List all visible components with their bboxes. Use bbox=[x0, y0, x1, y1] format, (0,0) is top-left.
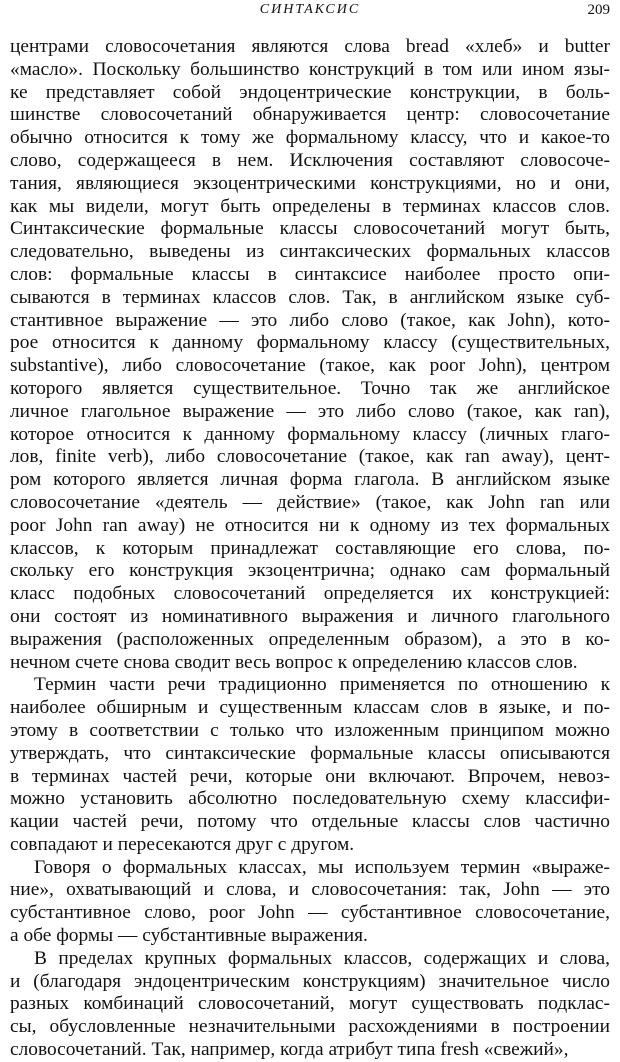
text-line: совпадают и пересекаются друг с другом. bbox=[10, 833, 355, 855]
page-header bbox=[0, 0, 620, 30]
text-line: субстантивное слово, poor John — субстантивное словосочетание, bbox=[10, 902, 610, 924]
text-line: ние», охватывающий и слова, и словосочетания: так, John — это bbox=[10, 879, 610, 901]
text-line: словосочетаний. Так, например, когда атрибут типа fresh «свежий», bbox=[10, 1039, 569, 1061]
text-line: substantive), либо словосочетание (такое, как poor John), центром bbox=[10, 355, 610, 377]
text-line: наиболее обширным и существенным классам слов в языке, и по- bbox=[10, 697, 610, 719]
text-line: шинстве словосочетаний обнаруживается центр: словосочетание bbox=[10, 104, 610, 126]
text-line: слово, содержащееся в нем. Исключения составляют словосоче- bbox=[10, 149, 610, 171]
text-line: этому в соответствии с только что изложенным принципом можно bbox=[10, 719, 610, 741]
text-line: утверждать, что синтаксические формальные классы описываются bbox=[10, 742, 610, 764]
text-line: центрами словосочетания являются слова bread «хлеб» и butter bbox=[10, 36, 610, 57]
text-line: следовательно, выведены из синтаксических формальных классов bbox=[10, 241, 610, 263]
text-line: сываются в терминах классов слов. Так, в английском языке суб- bbox=[10, 286, 610, 308]
text-line: «масло». Поскольку большинство конструкций в том или ином язы- bbox=[10, 58, 610, 80]
text-line: poor John ran away) не относится ни к одному из тех формальных bbox=[10, 514, 610, 536]
text-line: нечном счете снова сводит весь вопрос к определению классов слов. bbox=[10, 651, 578, 673]
text-line: разных комбинаций словосочетаний, могут существовать подклас- bbox=[10, 993, 610, 1015]
text-line: стантивное выражение — это либо слово (такое, как John), кото- bbox=[10, 309, 610, 331]
page-number: 209 bbox=[587, 2, 610, 18]
text-line: рое относится к данному формальному классу (существительных, bbox=[10, 332, 610, 354]
text-line: Говоря о формальных классах, мы используем термин «выраже- bbox=[34, 856, 610, 878]
text-line: ке представляет собой эндоцентрические конструкции, в боль- bbox=[10, 81, 610, 103]
text-line: Синтаксические формальные классы словосочетаний могут быть, bbox=[10, 218, 610, 240]
text-line: они состоят из номинативного выражения и личного глагольного bbox=[10, 605, 610, 627]
text-line: а обе формы — субстантивные выражения. bbox=[10, 925, 368, 947]
text-line: скольку его конструкция экзоцентрична; однако сам формальный bbox=[10, 560, 610, 582]
text-line: и (благодаря эндоцентрическим конструкциям) значительное число bbox=[10, 970, 610, 992]
paragraph bbox=[10, 948, 610, 1062]
text-line: ром которого является личная форма глагола. В английском языке bbox=[10, 469, 610, 491]
text-line: личное глагольное выражение — это либо слово (такое, как ran), bbox=[10, 400, 610, 422]
text-line: кации частей речи, потому что отдельные классы слов частично bbox=[10, 811, 610, 833]
running-head: СИНТАКСИС bbox=[259, 2, 361, 17]
paragraph bbox=[10, 36, 610, 674]
paragraph bbox=[10, 674, 610, 856]
text-line: можно установить абсолютно последовательную схему классифи- bbox=[10, 788, 610, 810]
text-line: как мы видели, могут быть определены в терминах классов слов. bbox=[10, 195, 610, 217]
text-line: Термин части речи традиционно применяется по отношению к bbox=[34, 674, 610, 696]
text-line: в терминах частей речи, которые они включают. Впрочем, невоз- bbox=[10, 765, 610, 787]
body-text bbox=[10, 36, 610, 1062]
text-line: которого является существительное. Точно так же английское bbox=[10, 377, 610, 399]
text-line: сы, обусловленные незначительными расхождениями в построении bbox=[10, 1016, 610, 1038]
text-line: выражения (расположенных определенным образом), а это в ко- bbox=[10, 628, 610, 650]
text-line: словосочетание «деятель — действие» (такое, как John ran или bbox=[10, 491, 610, 513]
text-line: классов, к которым принадлежат составляющие его слова, по- bbox=[10, 537, 610, 559]
text-line: слов: формальные классы в синтаксисе наиболее просто опи- bbox=[10, 263, 610, 285]
text-line: которое относится к данному формальному классу (личных глаго- bbox=[10, 423, 610, 445]
text-line: В пределах крупных формальных классов, содержащих и слова, bbox=[34, 947, 610, 969]
text-line: тания, являющиеся экзоцентрическими конструкциями, но и они, bbox=[10, 172, 610, 194]
text-line: класс подобных словосочетаний определяется их конструкцией: bbox=[10, 583, 610, 605]
paragraph bbox=[10, 857, 610, 948]
text-line: лов, finite verb), либо словосочетание (такое, как ran away), цент- bbox=[10, 446, 610, 468]
text-line: обычно относится к тому же формальному классу, что и какое-то bbox=[10, 127, 610, 149]
